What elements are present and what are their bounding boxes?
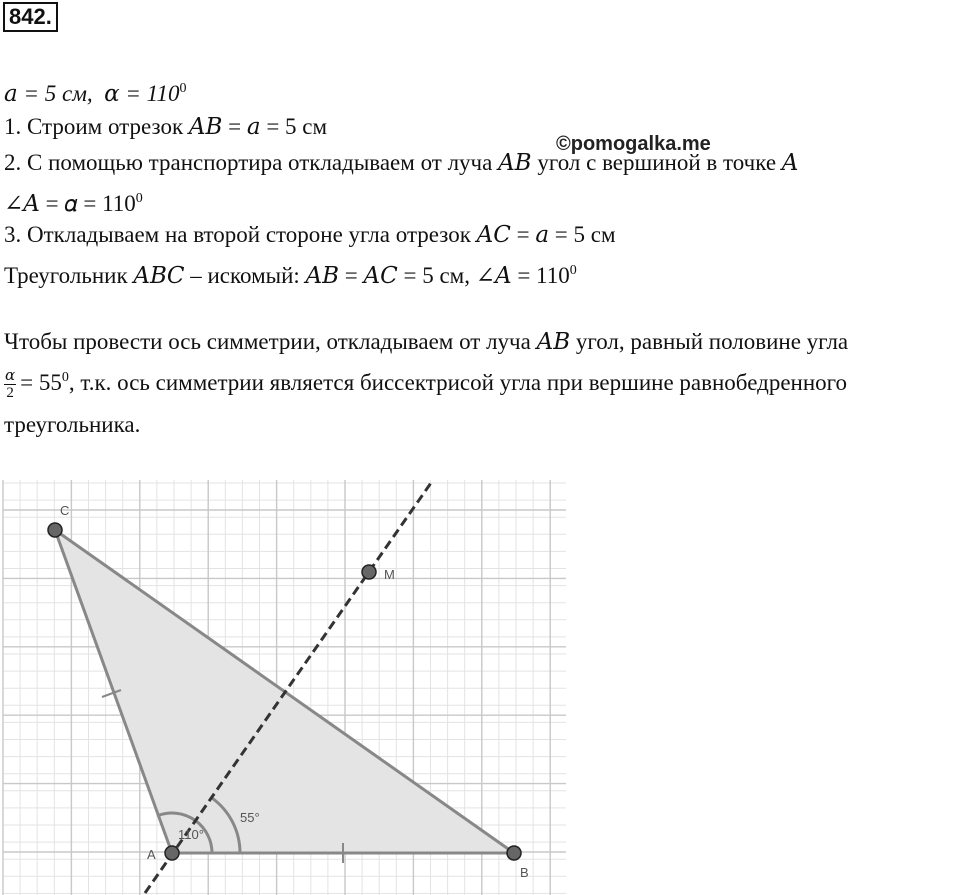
given-line [4, 74, 186, 109]
watermark: ©pomogalka.me [556, 133, 711, 155]
symmetry-line-1: Чтобы провести ось симметрии, откладываем от луча 𝐴𝐵 угол, равный половине угла [4, 329, 849, 354]
step-1: 1. Строим отрезок 𝐴𝐵 = 𝑎 = 5 см [4, 114, 328, 139]
given-a: 𝑎 = 5 см, [4, 81, 93, 106]
step-3: 3. Откладываем на второй стороне угла отрезок 𝐴𝐶 = 𝑎 = 5 см [4, 222, 616, 247]
step-2: 2. С помощью транспортира откладываем от луча 𝐴𝐵 угол с вершиной в точке 𝐴 [4, 150, 799, 175]
point-b [507, 846, 521, 860]
problem-number: 842. [3, 2, 58, 32]
point-a [165, 846, 179, 860]
point-c [48, 523, 62, 537]
label-c: C [60, 503, 70, 518]
label-m: M [384, 567, 395, 582]
triangle-figure [0, 470, 570, 895]
given-alpha-sup: 0 [179, 81, 187, 96]
step-2-angle: ∠𝐴 = 𝛼 = $110^0$ [4, 191, 143, 216]
symmetry-line-3: треугольника. [4, 412, 141, 437]
symmetry-line-2: $\frac{\text{𝛼}}{2}$ = $55^0$, т.к. ось симметрии является биссектрисой угла при вершине равнобедренного [5, 368, 848, 402]
given-alpha: 𝛼 = 110 [104, 81, 180, 106]
label-angle-55: 55° [240, 810, 260, 825]
alpha-half-fraction: $\frac{\text{𝛼}}{2}$ [5, 368, 16, 402]
point-m [362, 565, 376, 579]
label-angle-110: 110° [178, 827, 204, 842]
label-a: A [147, 847, 156, 862]
result-line: Треугольник 𝐴𝐵𝐶 – искомый: 𝐴𝐵 = 𝐴𝐶 = 5 см, ∠𝐴 = $110^0$ [4, 263, 577, 288]
label-b: B [520, 865, 529, 880]
